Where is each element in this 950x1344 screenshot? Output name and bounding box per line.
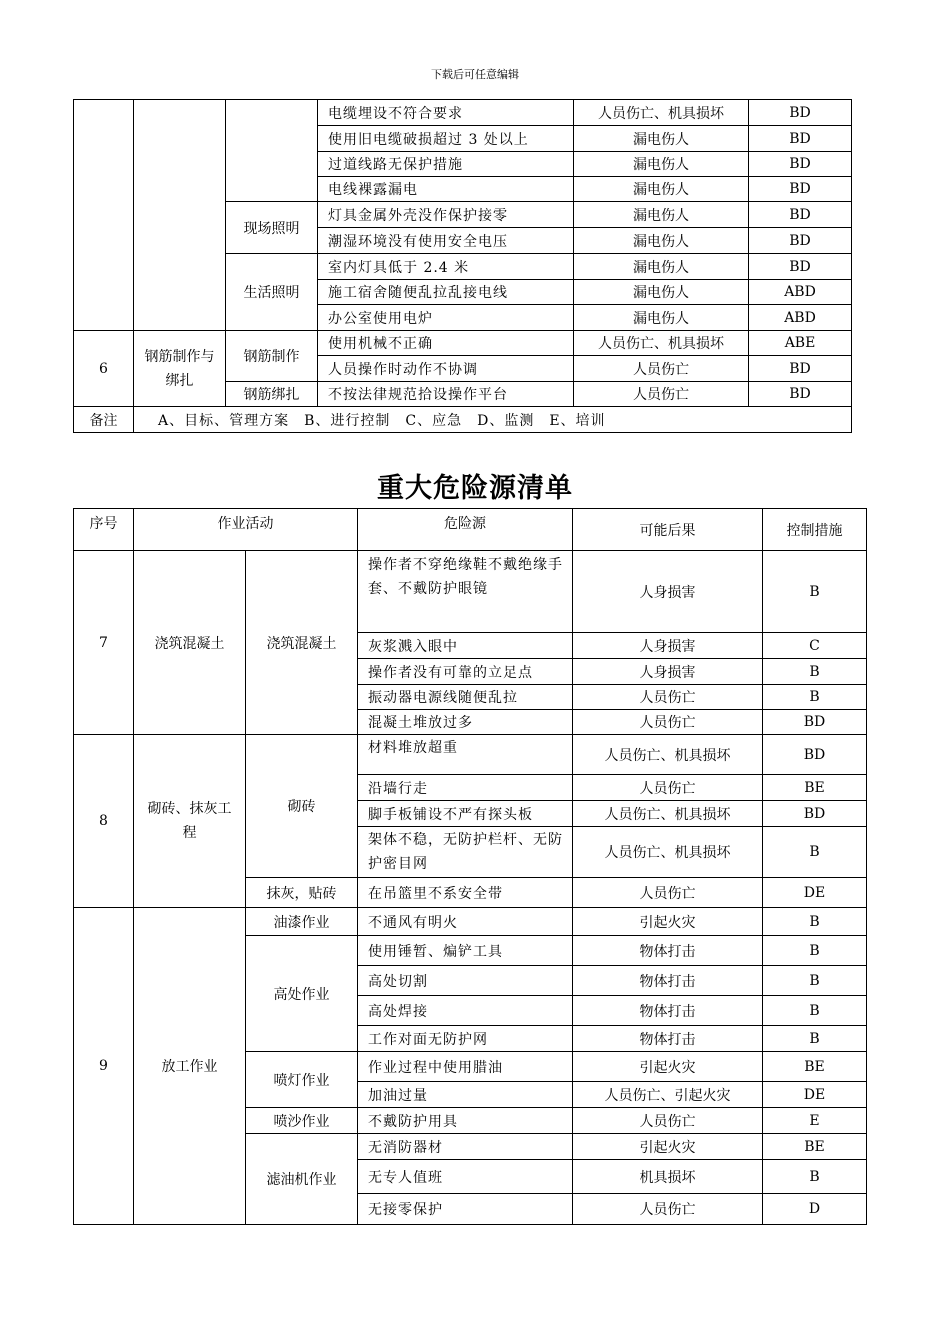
- header-result: 可能后果: [573, 509, 763, 551]
- sub-activity-cell: 抹灰，贴砖: [246, 878, 358, 908]
- section-title: 重大危险源清单: [377, 473, 573, 504]
- result-cell: 物体打击: [573, 936, 763, 966]
- result-cell: 人员伤亡、机具损坏: [574, 331, 749, 356]
- result-cell: 漏电伤人: [574, 254, 749, 280]
- no-cell: 6: [74, 331, 134, 407]
- measure-cell: B: [763, 936, 867, 966]
- hazard-cell: 使用锤暂、煸铲工具: [358, 936, 573, 966]
- result-cell: 人身损害: [573, 659, 763, 685]
- measure-cell: C: [763, 633, 867, 659]
- hazard-cell: 不按法律规范拾设操作平台: [318, 382, 574, 407]
- sub-activity-cell: [226, 100, 318, 202]
- hazard-cell: 室内灯具低于 2.4 米: [318, 254, 574, 280]
- result-cell: 人员伤亡: [574, 356, 749, 382]
- result-cell: 机具损坏: [573, 1160, 763, 1194]
- result-cell: 物体打击: [573, 1026, 763, 1052]
- result-cell: 人员伤亡、机具损坏: [573, 735, 763, 775]
- hazard-cell: 不通风有明火: [358, 908, 573, 936]
- hazard-cell: 使用机械不正确: [318, 331, 574, 356]
- measure-cell: BD: [749, 254, 852, 280]
- result-cell: 物体打击: [573, 996, 763, 1026]
- result-cell: 人员伤亡、引起火灾: [573, 1082, 763, 1108]
- site-lighting-cell: 现场照明: [226, 202, 318, 254]
- hazard-cell: 振动器电源线随便乱拉: [358, 685, 573, 710]
- activity-cell: 砌砖、抹灰工程: [134, 735, 246, 908]
- major-hazard-table: [73, 508, 867, 1225]
- hazard-cell: 电缆埋设不符合要求: [318, 100, 574, 126]
- sub-activity-cell: 喷灯作业: [246, 1052, 358, 1108]
- no-cell: [74, 100, 134, 331]
- activity-cell: 钢筋制作与绑扎: [134, 331, 226, 407]
- remark-row: [74, 407, 852, 433]
- hazard-cell: 过道线路无保护措施: [318, 152, 574, 177]
- activity-cell: 放工作业: [134, 908, 246, 1225]
- table-row: [74, 331, 852, 356]
- hazard-cell: 材料堆放超重: [358, 735, 573, 775]
- result-cell: 漏电伤人: [574, 280, 749, 305]
- result-cell: 人员伤亡: [573, 1194, 763, 1225]
- sub-activity-cell: 钢筋绑扎: [226, 382, 318, 407]
- hazard-cell: 灰浆溅入眼中: [358, 633, 573, 659]
- hazard-cell: 潮湿环境没有使用安全电压: [318, 228, 574, 254]
- measure-cell: B: [763, 551, 867, 633]
- result-cell: 人身损害: [573, 551, 763, 633]
- measure-cell: BE: [763, 1052, 867, 1082]
- hazard-cell: 无接零保护: [358, 1194, 573, 1225]
- measure-cell: B: [763, 996, 867, 1026]
- living-lighting-cell: 生活照明: [226, 254, 318, 331]
- sub-activity-cell: 浇筑混凝土: [246, 551, 358, 735]
- sub-activity-cell: 油漆作业: [246, 908, 358, 936]
- no-cell: 7: [74, 551, 134, 735]
- hazard-cell: 在吊篮里不系安全带: [358, 878, 573, 908]
- no-cell: 8: [74, 735, 134, 908]
- sub-activity-cell: 砌砖: [246, 735, 358, 878]
- result-cell: 引起火灾: [573, 1134, 763, 1160]
- hazard-cell: 加油过量: [358, 1082, 573, 1108]
- hazard-cell: 无消防器材: [358, 1134, 573, 1160]
- hazard-cell: 混凝土堆放过多: [358, 710, 573, 735]
- result-cell: 人员伤亡、机具损坏: [574, 100, 749, 126]
- result-cell: 漏电伤人: [574, 126, 749, 152]
- measure-cell: D: [763, 1194, 867, 1225]
- measure-cell: BD: [749, 100, 852, 126]
- result-cell: 人员伤亡: [573, 685, 763, 710]
- result-cell: 人员伤亡: [573, 775, 763, 801]
- measure-cell: ABD: [749, 280, 852, 305]
- sub-activity-cell: 钢筋制作: [226, 331, 318, 382]
- measure-cell: B: [763, 1160, 867, 1194]
- result-cell: 人员伤亡: [574, 382, 749, 407]
- result-cell: 人员伤亡、机具损坏: [573, 827, 763, 878]
- sub-activity-cell: 喷沙作业: [246, 1108, 358, 1134]
- measure-cell: BD: [749, 152, 852, 177]
- remark-text: A、目标、管理方案 B、进行控制 C、应急 D、监测 E、培训: [134, 407, 852, 433]
- hazard-cell: 架体不稳，无防护栏杆、无防护密目网: [358, 827, 573, 878]
- hazard-cell: 办公室使用电炉: [318, 305, 574, 331]
- hazard-cell: 操作者没有可靠的立足点: [358, 659, 573, 685]
- measure-cell: BE: [763, 1134, 867, 1160]
- hazard-cell: 操作者不穿绝缘鞋不戴绝缘手套、不戴防护眼镜: [358, 551, 573, 633]
- hazard-table-continued: [73, 99, 852, 433]
- measure-cell: B: [763, 827, 867, 878]
- measure-cell: DE: [763, 878, 867, 908]
- no-cell: 9: [74, 908, 134, 1225]
- hazard-cell: 人员操作时动作不协调: [318, 356, 574, 382]
- result-cell: 人员伤亡、机具损坏: [573, 801, 763, 827]
- remark-label: 备注: [74, 407, 134, 433]
- hazard-cell: 脚手板铺设不严有探头板: [358, 801, 573, 827]
- page-header-note: 下载后可任意编辑: [431, 68, 519, 81]
- measure-cell: DE: [763, 1082, 867, 1108]
- sub-activity-cell: 高处作业: [246, 936, 358, 1052]
- result-cell: 人员伤亡: [573, 1108, 763, 1134]
- table-row: [74, 100, 852, 126]
- hazard-cell: 电线裸露漏电: [318, 177, 574, 202]
- result-cell: 漏电伤人: [574, 177, 749, 202]
- result-cell: 物体打击: [573, 966, 763, 996]
- measure-cell: B: [763, 908, 867, 936]
- hazard-cell: 施工宿舍随便乱拉乱接电线: [318, 280, 574, 305]
- measure-cell: BD: [749, 382, 852, 407]
- measure-cell: BD: [749, 356, 852, 382]
- hazard-cell: 高处切割: [358, 966, 573, 996]
- result-cell: 人员伤亡: [573, 710, 763, 735]
- measure-cell: BD: [749, 126, 852, 152]
- result-cell: 漏电伤人: [574, 152, 749, 177]
- measure-cell: B: [763, 659, 867, 685]
- measure-cell: BD: [749, 228, 852, 254]
- measure-cell: B: [763, 966, 867, 996]
- measure-cell: BD: [763, 735, 867, 775]
- hazard-cell: 不戴防护用具: [358, 1108, 573, 1134]
- result-cell: 漏电伤人: [574, 202, 749, 228]
- result-cell: 引起火灾: [573, 908, 763, 936]
- hazard-cell: 作业过程中使用腊油: [358, 1052, 573, 1082]
- measure-cell: E: [763, 1108, 867, 1134]
- sub-activity-cell: 滤油机作业: [246, 1134, 358, 1225]
- result-cell: 漏电伤人: [574, 305, 749, 331]
- table-row: [74, 908, 867, 936]
- hazard-cell: 沿墙行走: [358, 775, 573, 801]
- hazard-cell: 使用旧电缆破损超过 3 处以上: [318, 126, 574, 152]
- hazard-cell: 无专人值班: [358, 1160, 573, 1194]
- measure-cell: B: [763, 1026, 867, 1052]
- header-no: 序号: [74, 509, 134, 551]
- result-cell: 漏电伤人: [574, 228, 749, 254]
- measure-cell: BE: [763, 775, 867, 801]
- hazard-cell: 灯具金属外壳没作保护接零: [318, 202, 574, 228]
- result-cell: 人身损害: [573, 633, 763, 659]
- header-measure: 控制措施: [763, 509, 867, 551]
- measure-cell: BD: [749, 202, 852, 228]
- result-cell: 引起火灾: [573, 1052, 763, 1082]
- hazard-cell: 高处焊接: [358, 996, 573, 1026]
- activity-cell: 浇筑混凝土: [134, 551, 246, 735]
- table-row: [74, 735, 867, 775]
- measure-cell: BD: [749, 177, 852, 202]
- measure-cell: BD: [763, 801, 867, 827]
- header-activity: 作业活动: [134, 509, 358, 551]
- measure-cell: B: [763, 685, 867, 710]
- measure-cell: BD: [763, 710, 867, 735]
- activity-cell: [134, 100, 226, 331]
- result-cell: 人员伤亡: [573, 878, 763, 908]
- table-header-row: [74, 509, 867, 551]
- measure-cell: ABE: [749, 331, 852, 356]
- measure-cell: ABD: [749, 305, 852, 331]
- hazard-cell: 工作对面无防护网: [358, 1026, 573, 1052]
- table-row: [74, 551, 867, 633]
- header-hazard: 危险源: [358, 509, 573, 551]
